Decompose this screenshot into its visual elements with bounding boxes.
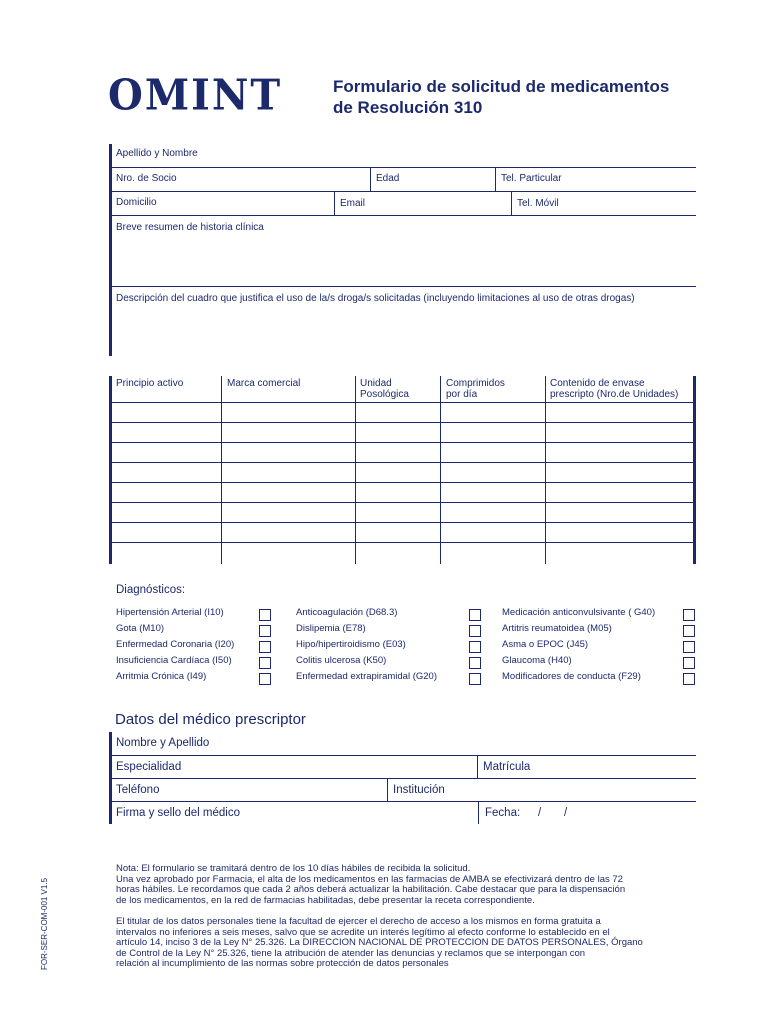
diagnosis-label: Artitris reumatoidea (M05): [502, 623, 612, 634]
diagnosis-label: Medicación anticonvulsivante ( G40): [502, 607, 656, 618]
divider: [370, 167, 371, 191]
diagnosis-checkbox[interactable]: [683, 657, 695, 669]
diagnosis-label: Enfermedad Coronaria (I20): [116, 639, 235, 650]
privacy-note: El titular de los datos personales tiene la facultad de ejercer el derecho de acceso a los mismos en forma gratuita a intervalos no inferiores a seis meses, salvo que se acredite un interés legítimo al efecto conforme lo establecido en el artículo 14, inciso 3 de la Ley N° 25.326. La DIRECCION NACIONAL DE PROTECCION DE DATOS PERSONALES, Órgano de Control de la Ley N° 25.326, tiene la atribución de atender las denuncias y reclamos que se interpongan con relación al incumplimiento de las normas sobre protección de datos personales: [116, 916, 643, 969]
diagnosis-label: Dislipemia (E78): [296, 623, 366, 634]
divider: [511, 191, 512, 215]
table-row-line: [109, 502, 696, 503]
case-description-label: Descripción del cuadro que justifica el uso de la/s droga/s solicitadas (incluyendo limitaciones al uso de otras drogas): [116, 293, 635, 304]
table-header-tablets-per-day: Comprimidos por día: [446, 378, 505, 400]
divider: [495, 167, 496, 191]
institution-label: Institución: [393, 784, 445, 796]
diagnosis-checkbox[interactable]: [259, 641, 271, 653]
form-title-line1: Formulario de solicitud de medicamentos: [333, 77, 670, 96]
member-number-label: Nro. de Socio: [116, 173, 177, 184]
column-divider: [545, 376, 546, 564]
diagnosis-checkbox[interactable]: [259, 609, 271, 621]
diagnosis-checkbox[interactable]: [469, 641, 481, 653]
divider: [109, 801, 696, 802]
diagnosis-checkbox[interactable]: [469, 657, 481, 669]
name-field-label: Apellido y Nombre: [116, 148, 198, 159]
table-row-line: [109, 402, 696, 403]
table-header-dose-unit: Unidad Posológica: [360, 378, 409, 400]
diagnosis-label: Anticoagulación (D68.3): [296, 607, 398, 618]
divider: [109, 286, 696, 287]
diagnosis-label: Arritmia Crónica (I49): [116, 671, 207, 682]
email-label: Email: [340, 198, 366, 209]
diagnosis-label: Colitis ulcerosa (K50): [296, 655, 387, 666]
diagnosis-checkbox[interactable]: [683, 625, 695, 637]
doctor-name-label: Nombre y Apellido: [116, 737, 210, 749]
divider: [109, 778, 696, 779]
specialty-label: Especialidad: [116, 761, 182, 773]
doctor-phone-label: Teléfono: [116, 784, 160, 796]
diagnosis-checkbox[interactable]: [259, 625, 271, 637]
divider: [109, 215, 696, 216]
column-divider: [221, 376, 222, 564]
date-label: Fecha:: [485, 807, 521, 819]
license-label: Matrícula: [483, 761, 531, 773]
diagnosis-label: Asma o EPOC (J45): [502, 639, 589, 650]
column-divider: [440, 376, 441, 564]
diagnosis-checkbox[interactable]: [683, 609, 695, 621]
processing-note: Nota: El formulario se tramitará dentro de los 10 días hábiles de recibida la solicitud. Una vez aprobado por Farmacia, el alta de los medicamentos en las farmacias de AMBA se efectivizará dentro de las 72 horas hábiles. Le recordamos que cada 2 años deberá actualizar la habilitación. Cabe destacar que para la dispensación de los medicamentos, en la red de farmacias habilitadas, debe presentar la receta correspondiente.: [116, 863, 626, 906]
diagnosis-checkbox[interactable]: [683, 673, 695, 685]
diagnosis-label: Glaucoma (H40): [502, 655, 572, 666]
patient-left-border: [109, 144, 112, 356]
table-row-line: [109, 522, 696, 523]
table-header-brand: Marca comercial: [227, 378, 301, 389]
divider: [478, 801, 479, 824]
table-left-border: [109, 376, 112, 564]
diagnostics-heading: Diagnósticos:: [116, 584, 186, 596]
diagnosis-checkbox[interactable]: [469, 673, 481, 685]
diagnosis-label: Gota (M10): [116, 623, 165, 634]
age-label: Edad: [376, 173, 400, 184]
diagnosis-label: Hipo/hipertiroidismo (E03): [296, 639, 406, 650]
table-header-active-ingredient: Principio activo: [116, 378, 184, 389]
divider: [334, 191, 335, 215]
diagnosis-label: Modificadores de conducta (F29): [502, 671, 641, 682]
form-title: [333, 76, 733, 118]
table-header-package-content: Contenido de envase prescripto (Nro.de Unidades): [550, 378, 679, 400]
divider: [109, 755, 696, 756]
divider: [477, 755, 478, 778]
omint-logo: OMINT: [108, 70, 283, 121]
doctor-section-heading: Datos del médico prescriptor: [115, 711, 306, 728]
table-row-line: [109, 542, 696, 543]
diagnosis-checkbox[interactable]: [259, 657, 271, 669]
form-code: FOR-SER-COM-001 V1.5: [40, 877, 49, 970]
signature-label: Firma y sello del médico: [116, 807, 240, 819]
diagnosis-checkbox[interactable]: [469, 625, 481, 637]
divider: [109, 191, 696, 192]
table-row-line: [109, 462, 696, 463]
diagnosis-label: Hipertensión Arterial (I10): [116, 607, 224, 618]
table-row-line: [109, 482, 696, 483]
column-divider: [355, 376, 356, 564]
divider: [109, 167, 696, 168]
table-row-line: [109, 442, 696, 443]
diagnosis-label: Insuficiencia Cardíaca (I50): [116, 655, 232, 666]
diagnosis-label: Enfermedad extrapiramidal (G20): [296, 671, 437, 682]
date-separator: /: [564, 807, 568, 819]
diagnosis-checkbox[interactable]: [259, 673, 271, 685]
mobile-phone-label: Tel. Móvil: [517, 198, 559, 209]
table-right-border: [693, 376, 696, 564]
date-separator: /: [538, 807, 542, 819]
home-phone-label: Tel. Particular: [501, 173, 562, 184]
diagnosis-checkbox[interactable]: [469, 609, 481, 621]
diagnosis-checkbox[interactable]: [683, 641, 695, 653]
form-title-line2: de Resolución 310: [333, 98, 483, 117]
address-label: Domicilio: [116, 197, 157, 208]
clinical-history-label: Breve resumen de historia clínica: [116, 222, 264, 233]
table-row-line: [109, 422, 696, 423]
divider: [387, 778, 388, 801]
